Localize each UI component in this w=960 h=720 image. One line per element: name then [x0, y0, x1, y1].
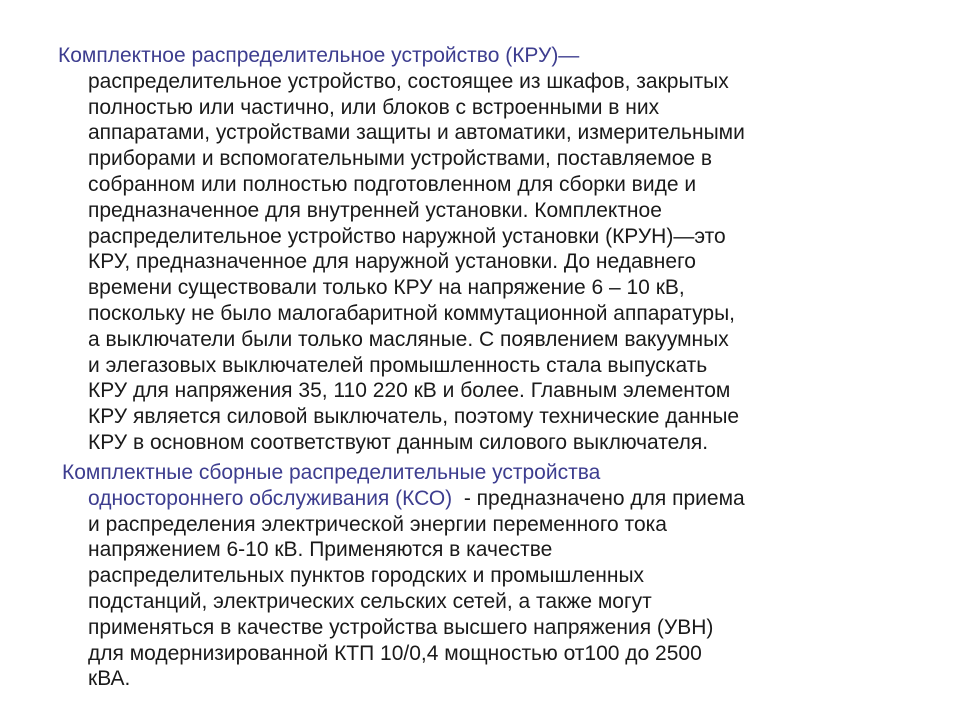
text-line: КРУ для напряжения 35, 110 220 кВ и более. Главным элементом: [88, 379, 731, 403]
text-line: применяться в качестве устройства высшего напряжения (УВН): [88, 615, 714, 639]
text-line: для модернизированной КТП 10/0,4 мощностью от100 до 2500: [88, 641, 702, 665]
text-line: КРУ является силовой выключатель, поэтому технические данные: [88, 405, 740, 429]
text-line: приборами и вспомогательными устройствами, поставляемое в: [88, 147, 713, 171]
text-line: времени существовали только КРУ на напряжение 6 – 10 кВ,: [88, 276, 685, 300]
text-line: поскольку не было малогабаритной коммутационной аппаратуры,: [88, 301, 736, 325]
text-line: подстанций, электрических сельских сетей, а также могут: [88, 589, 652, 613]
text-line: и распределения электрической энергии переменного тока: [88, 512, 667, 536]
paragraph-kru: [58, 43, 745, 456]
text-line: полностью или частично, или блоков с встроенными в них: [88, 95, 660, 119]
term-kso: Комплектные сборные распределительные устройства: [62, 461, 601, 484]
term-kso-continuation: одностороннего обслуживания (КСО): [88, 486, 453, 510]
text-line: КРУ в основном соответствуют данным силового выключателя.: [88, 430, 709, 454]
text-line: аппаратами, устройствами защиты и автоматики, измерительными: [88, 121, 745, 145]
text-line: распределительных пунктов городских и промышленных: [88, 564, 645, 588]
definition-start: - предназначено для приема: [452, 486, 745, 510]
text-line: кВА.: [88, 667, 131, 691]
text-line: напряжением 6-10 кВ. Применяются в качестве: [88, 538, 553, 562]
term-kru: Комплектное распределительное устройство (КРУ)—: [58, 44, 580, 67]
text-line: и элегазовых выключателей промышленность стала выпускать: [88, 353, 708, 377]
term-kso-line-2: [62, 486, 745, 512]
text-line: а выключатели были только масляные. С появлением вакуумных: [88, 327, 729, 351]
text-line: КРУ, предназначенное для наружной установки. До недавнего: [88, 250, 696, 274]
text-line: распределительное устройство наружной установки (КРУН)—это: [88, 224, 726, 248]
text-line: распределительное устройство, состоящее из шкафов, закрытых: [88, 69, 729, 93]
text-line: предназначенное для внутренней установки. Комплектное: [88, 198, 662, 222]
text-line: собранном или полностью подготовленном для сборки виде и: [88, 172, 697, 196]
paragraph-kso: [62, 460, 745, 692]
